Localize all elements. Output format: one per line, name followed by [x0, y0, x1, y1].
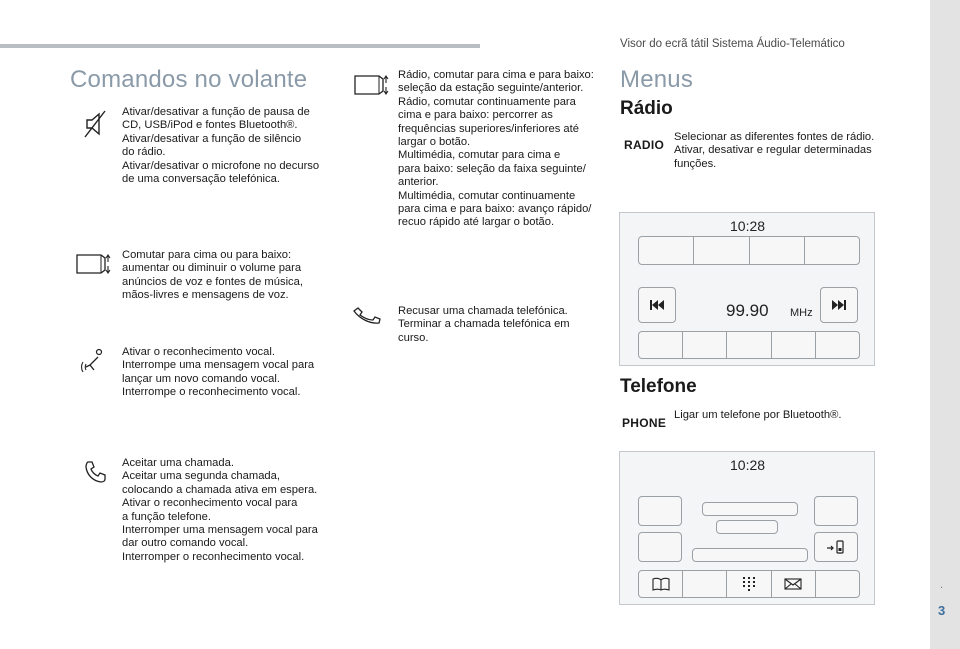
mute-icon [84, 110, 106, 138]
radio-title: Rádio [620, 98, 673, 119]
skip-forward-icon [831, 299, 847, 311]
radio-key: RADIO [624, 138, 665, 152]
preset-slot[interactable] [639, 237, 694, 264]
phone-side-button[interactable] [638, 496, 682, 526]
previous-station-button[interactable] [638, 287, 676, 323]
preset-slot[interactable] [816, 332, 859, 358]
preset-slot[interactable] [727, 332, 771, 358]
page-number: 3 [938, 603, 946, 618]
envelope-icon [784, 578, 802, 590]
running-header: Visor do ecrã tátil Sistema Áudio-Telemático [620, 38, 845, 50]
messages-tab[interactable] [772, 571, 816, 597]
preset-slot[interactable] [772, 332, 816, 358]
continuation-marker: . [940, 579, 944, 591]
section-title-menus: Menus [620, 66, 694, 93]
radio-clock: 10:28 [730, 218, 766, 234]
preset-slot[interactable] [805, 237, 859, 264]
next-station-button[interactable] [820, 287, 858, 323]
phone-side-button[interactable] [814, 496, 858, 526]
section-rule [0, 44, 480, 48]
phone-title: Telefone [620, 376, 697, 397]
phone-screen [619, 451, 875, 605]
phone-info-field [716, 520, 778, 534]
phone-pairing-icon [826, 539, 846, 555]
empty-tab[interactable] [683, 571, 727, 597]
contacts-book-icon [652, 577, 670, 591]
empty-tab[interactable] [816, 571, 859, 597]
preset-slot[interactable] [639, 332, 683, 358]
phone-side-button[interactable] [638, 532, 682, 562]
hangup-description: Recusar uma chamada telefónica. Terminar a chamada telefónica em curso. [398, 305, 570, 344]
radio-preset-bar-bottom [638, 331, 860, 359]
skip-back-icon [649, 299, 665, 311]
scroll-rocker-icon [353, 73, 389, 97]
preset-slot[interactable] [750, 237, 805, 264]
phone-function-bar [638, 570, 860, 598]
answer-description: Aceitar uma chamada. Aceitar uma segunda chamada, colocando a chamada ativa em espera. Ativar o reconhecimento vocal para a função telefone. Interromper uma mensagem vocal para dar outro comando vocal. Interromper o reconhecimento vocal. [122, 457, 318, 563]
keypad-tab[interactable] [727, 571, 771, 597]
phone-answer-icon [84, 460, 108, 484]
section-title-steering-controls: Comandos no volante [70, 66, 308, 93]
frequency-unit: MHz [790, 307, 813, 319]
phone-key: PHONE [622, 416, 667, 430]
volume-rocker-icon [75, 252, 111, 276]
bluetooth-pair-button[interactable] [814, 532, 858, 562]
frequency-display: 99.90 [726, 301, 769, 320]
phone-info-field [692, 548, 808, 562]
radio-preset-bar-top [638, 236, 860, 265]
mute-description: Ativar/desativar a função de pausa de CD, USB/iPod e fontes Bluetooth®. Ativar/desativar a função de silêncio do rádio. Ativar/desativar o microfone no decurso de uma conversação telefónica. [122, 106, 320, 186]
preset-slot[interactable] [694, 237, 749, 264]
radio-description: Selecionar as diferentes fontes de rádio. Ativar, desativar e regular determinadas funções. [674, 131, 875, 170]
phone-hangup-icon [352, 305, 382, 325]
phone-clock: 10:28 [730, 457, 766, 473]
contacts-tab[interactable] [639, 571, 683, 597]
voice-description: Ativar o reconhecimento vocal. Interrompe uma mensagem vocal para lançar um novo comando vocal. Interrompe o reconhecimento vocal. [122, 346, 315, 399]
preset-slot[interactable] [683, 332, 727, 358]
page-side-tab [930, 0, 960, 649]
radio-screen [619, 212, 875, 366]
phone-info-field [702, 502, 798, 516]
scroll-description: Rádio, comutar para cima e para baixo: seleção da estação seguinte/anterior. Rádio, comutar continuamente para cima e para baixo: percorrer as frequências superiores/inferiores até largar o botão. Multimédia, comutar para cima e para baixo: seleção da faixa seguinte/ anterior. Multimédia, comutar continuamente para cima e para baixo: avanço rápido/ recuo rápido até largar o botão. [398, 69, 594, 229]
voice-command-icon [80, 348, 106, 376]
phone-description: Ligar um telefone por Bluetooth®. [674, 409, 842, 421]
keypad-icon [742, 576, 756, 592]
volume-description: Comutar para cima ou para baixo: aumentar ou diminuir o volume para anúncios de voz e fontes de música, mãos-livres e mensagens de voz. [122, 249, 303, 302]
